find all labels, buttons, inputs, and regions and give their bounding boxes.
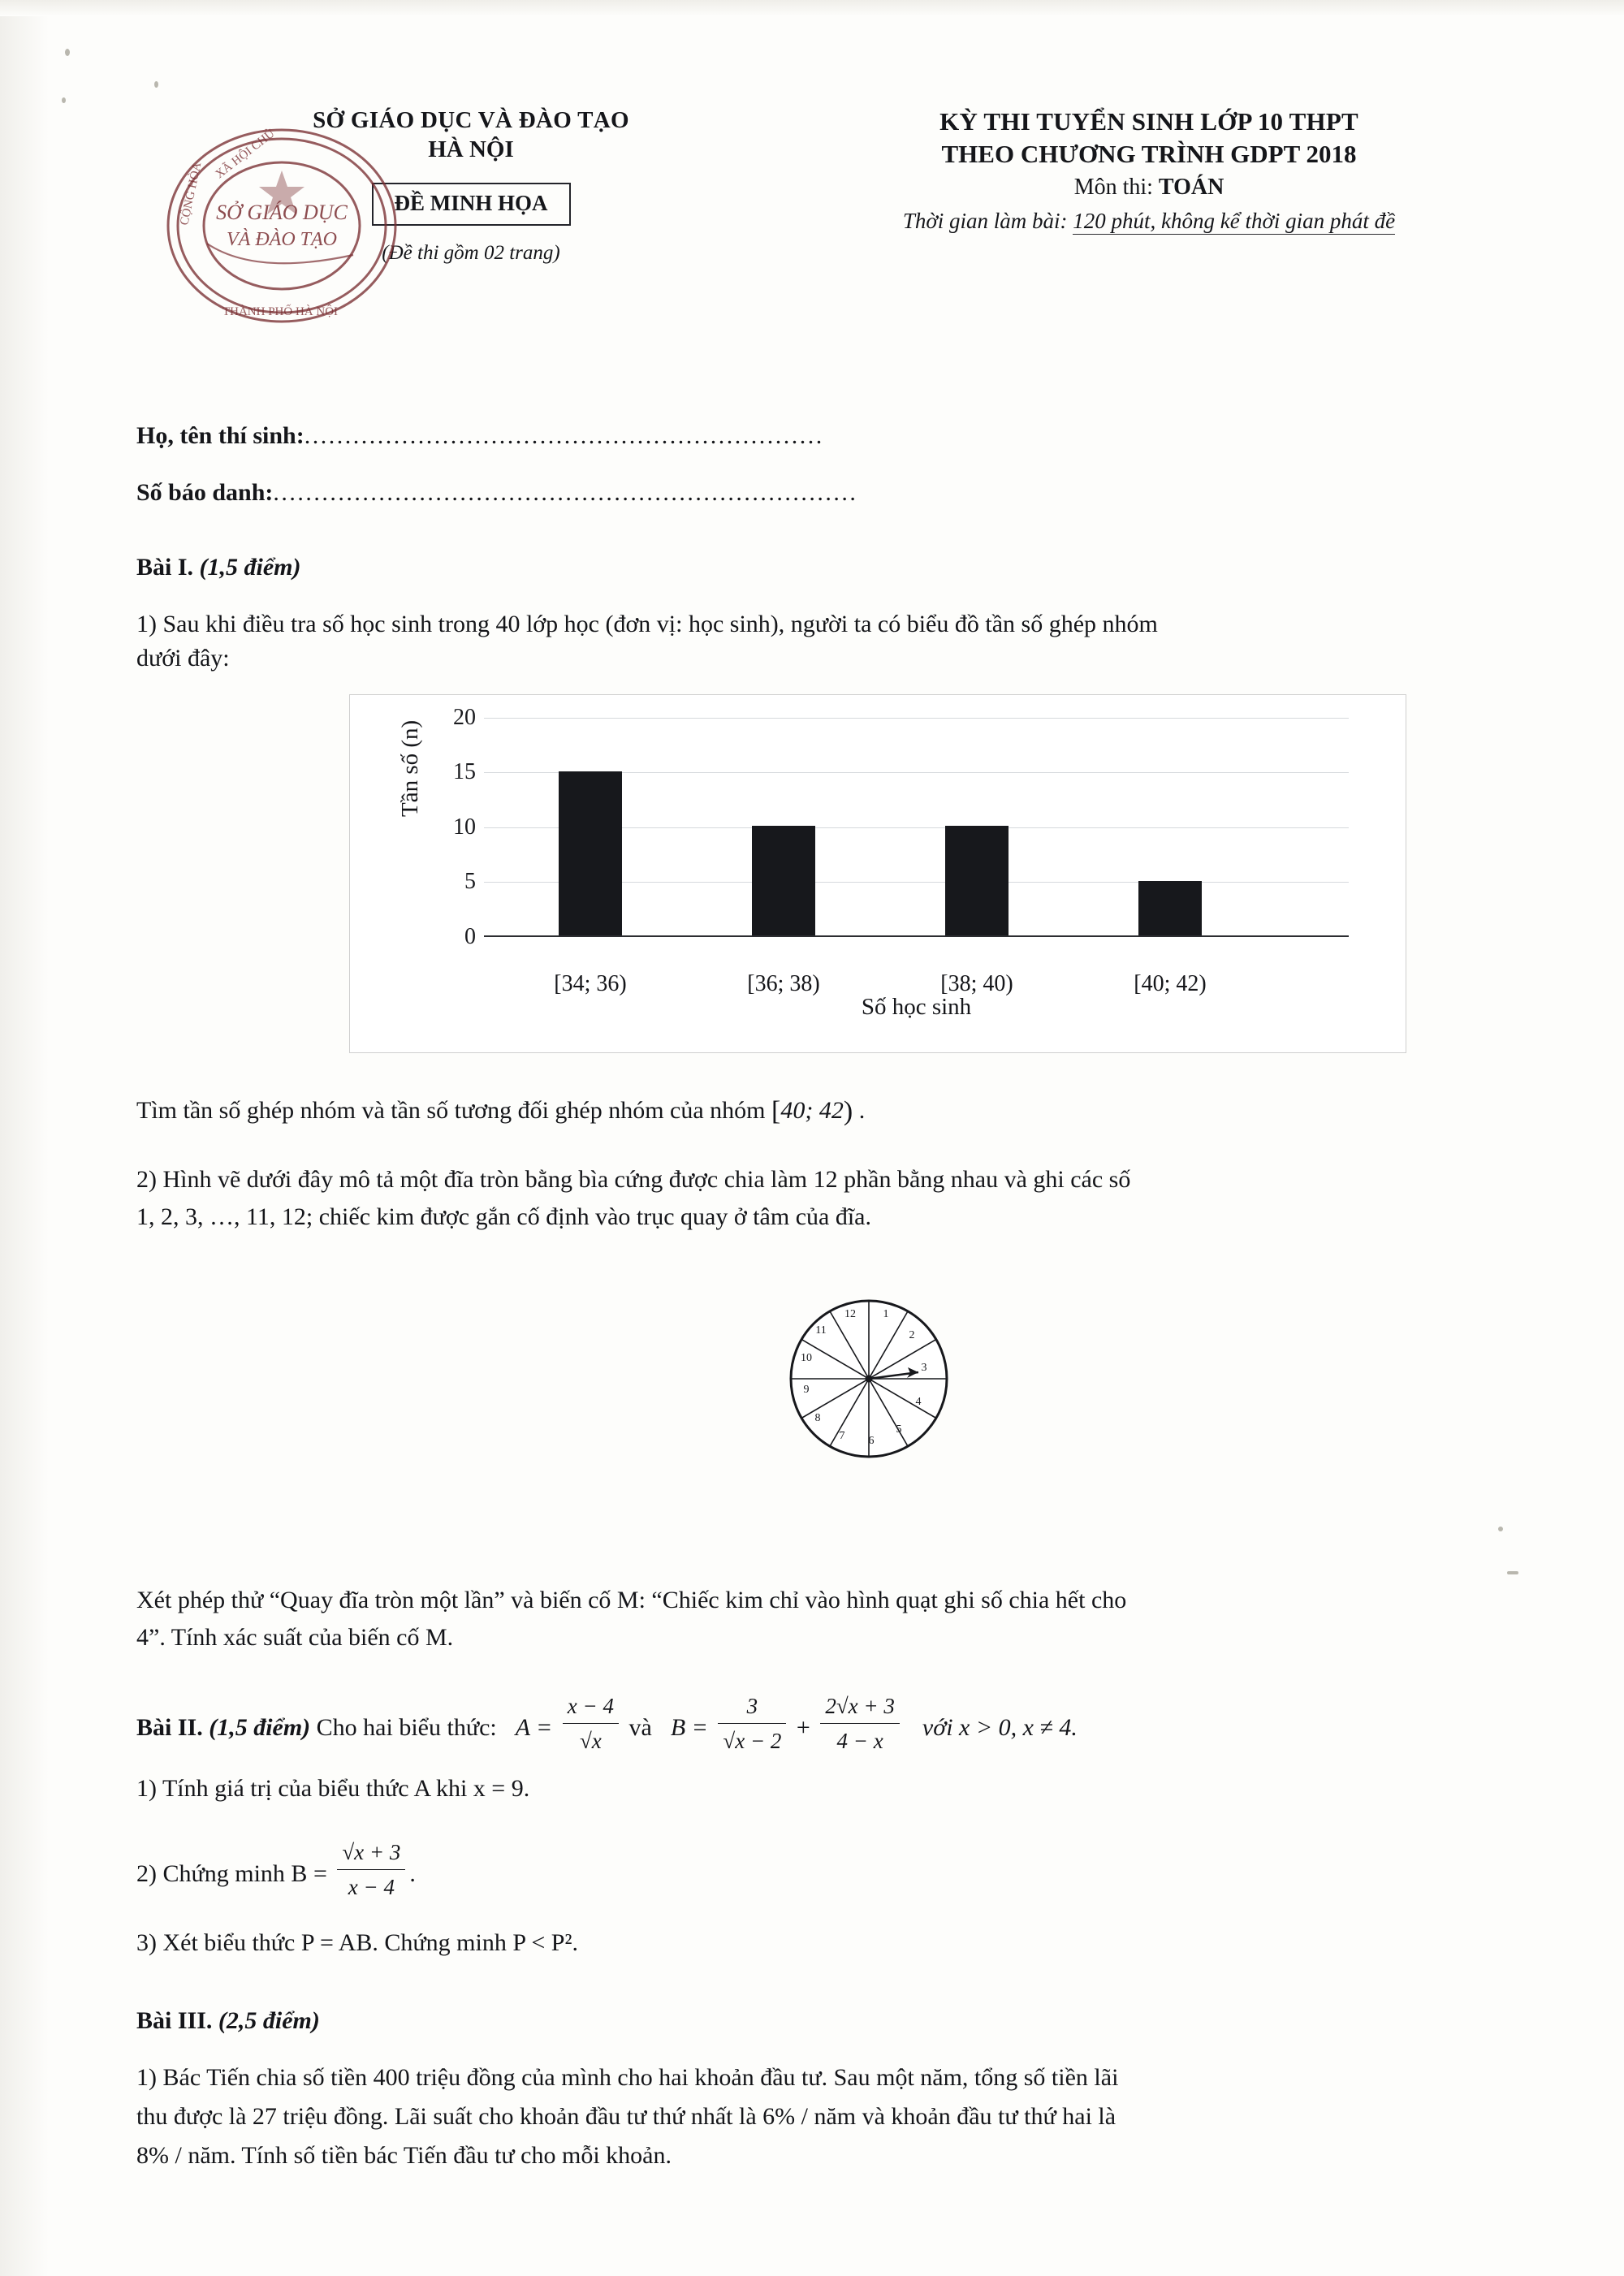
svg-text:7: 7 (839, 1430, 845, 1442)
expr-b-result-numerator: √x + 3 (342, 1840, 401, 1864)
problem-3-item-1-line-1: 1) Bác Tiến chia số tiền 400 triệu đồng của mình cho hai khoản đầu tư. Sau một năm, tổng số tiền lãi (136, 2064, 1119, 2091)
chart-y-tick: 0 (464, 924, 476, 949)
svg-text:1: 1 (883, 1308, 889, 1320)
expr-b-fraction-1 (718, 1691, 786, 1757)
expr-a-numerator: x − 4 (567, 1694, 614, 1718)
expr-b1-numerator: 3 (746, 1694, 758, 1718)
svg-text:CỘNG HÒA: CỘNG HÒA (178, 161, 205, 227)
svg-text:2: 2 (909, 1329, 915, 1341)
problem-2-points: (1,5 điểm) (209, 1713, 311, 1741)
expr-b-plus: + (796, 1713, 810, 1741)
expr-a-label: A = (515, 1713, 553, 1741)
candidate-name-dots: ................................................................ (304, 422, 824, 449)
problem-3-title: Bài III. (136, 2007, 213, 2034)
chart-bar (1138, 881, 1202, 935)
header-left-block (211, 106, 731, 265)
problem-1-item-2-line-2: 1, 2, 3, …, 11, 12; chiếc kim được gắn cố định vào trục quay ở tâm của đĩa. (136, 1203, 871, 1230)
chart-x-axis (484, 935, 1349, 937)
svg-text:5: 5 (896, 1423, 902, 1436)
expr-a-fraction (563, 1691, 619, 1757)
chart-x-axis-label: Số học sinh (861, 994, 972, 1020)
chart-bar (752, 826, 815, 935)
spinner-wheel-figure (775, 1283, 962, 1478)
chart-y-tick: 10 (453, 814, 476, 840)
chart-y-tick: 20 (453, 705, 476, 730)
svg-text:4: 4 (915, 1396, 922, 1408)
document-header (122, 106, 1535, 365)
expr-b2-numerator: 2√x + 3 (825, 1694, 895, 1718)
time-value: 120 phút, không kể thời gian phát đề (1073, 209, 1396, 234)
candidate-id-line (136, 479, 857, 507)
problem-1-item-1-line-1: 1) Sau khi điều tra số học sinh trong 40 lớp học (đơn vị: học sinh), người ta có biểu đồ tần số ghép nhóm (136, 611, 1158, 637)
expr-b-fraction-2 (820, 1691, 900, 1757)
problem-2-title: Bài II. (136, 1713, 203, 1741)
expr-conjunction: và (628, 1713, 652, 1741)
expr-a-denominator: √x (563, 1723, 619, 1756)
candidate-id-label: Số báo danh: (136, 479, 274, 506)
problem-1-item-1-line-2: dưới đây: (136, 645, 230, 672)
svg-text:8: 8 (814, 1412, 821, 1424)
scan-edge-top (0, 0, 1624, 16)
exam-title-line-2: THEO CHƯƠNG TRÌNH GDPT 2018 (941, 139, 1357, 168)
candidate-id-dots: ........................................................................ (273, 479, 858, 506)
svg-text:11: 11 (815, 1324, 827, 1337)
scan-edge-left (0, 0, 49, 2276)
problem-3-heading (136, 2004, 320, 2039)
problem-1-points: (1,5 điểm) (199, 554, 301, 581)
expr-b-result-fraction (337, 1837, 405, 1903)
scan-speck (62, 97, 66, 103)
expr-b2-denominator: 4 − x (820, 1723, 900, 1756)
subject-value: TOÁN (1158, 175, 1224, 201)
subject-line (763, 175, 1535, 201)
exam-title-line-1: KỲ THI TUYỂN SINH LỚP 10 THPT (939, 107, 1358, 136)
subject-label: Môn thi: (1073, 175, 1159, 201)
problem-2-item-2: 2) Chứng minh B = $\frac{√x + 3}{x - 4}$ . (136, 1837, 416, 1903)
problem-3-item-1-line-2: thu được là 27 triệu đồng. Lãi suất cho khoản đầu tư thứ nhất là 6% / năm và khoản đầu tư thứ hai là (136, 2103, 1116, 2130)
svg-text:10: 10 (801, 1352, 812, 1364)
chart-y-tick: 5 (464, 869, 476, 894)
candidate-name-line (136, 422, 824, 450)
department-line-2: HÀ NỘI (428, 136, 514, 163)
scan-speck (154, 81, 158, 88)
svg-text:THÀNH PHỐ HÀ NỘI: THÀNH PHỐ HÀ NỘI (222, 305, 339, 318)
chart-x-tick: [34; 36) (554, 971, 627, 996)
time-line (763, 209, 1535, 234)
scan-speck (1498, 1527, 1503, 1531)
scan-speck (65, 49, 70, 56)
problem-1-item-1-question: Tìm tần số ghép nhóm và tần số tương đối ghép nhóm của nhóm [40; 42) . (136, 1096, 866, 1126)
problem-1-heading (136, 551, 301, 585)
expr-b-label: B = (670, 1713, 708, 1741)
problem-3-item-1-line-3: 8% / năm. Tính số tiền bác Tiến đầu tư cho mỗi khoản. (136, 2142, 672, 2169)
svg-text:3: 3 (921, 1362, 927, 1374)
problem-2-item-2-text: 2) Chứng minh B = (136, 1859, 327, 1887)
chart-gridline (484, 718, 1349, 719)
problem-2-heading-line (136, 1691, 1078, 1757)
svg-text:XÃ HỘI CHỦ: XÃ HỘI CHỦ (213, 127, 278, 182)
expr-condition: với x > 0, x ≠ 4. (922, 1713, 1078, 1741)
problem-1-item-2-question-line-1: Xét phép thử “Quay đĩa tròn một lần” và biến cố M: “Chiếc kim chỉ vào hình quạt ghi số chia hết cho (136, 1587, 1127, 1613)
svg-text:12: 12 (844, 1308, 856, 1320)
svg-text:9: 9 (803, 1384, 810, 1396)
expr-b-result-denominator: x − 4 (337, 1869, 405, 1902)
candidate-name-label: Họ, tên thí sinh: (136, 422, 304, 449)
chart-y-axis-label: Tần số (n) (397, 719, 423, 817)
chart-bar (559, 771, 622, 935)
chart-y-tick: 15 (453, 759, 476, 784)
chart-x-tick: [38; 40) (940, 971, 1013, 996)
problem-2-item-3: 3) Xét biểu thức P = AB. Chứng minh P < P². (136, 1929, 578, 1956)
chart-bar (945, 826, 1009, 935)
chart-x-tick: [40; 42) (1134, 971, 1207, 996)
problem-2-lead: Cho hai biểu thức: (316, 1713, 497, 1741)
problem-3-points: (2,5 điểm) (218, 2007, 320, 2034)
chart-x-tick: [36; 38) (747, 971, 820, 996)
problem-1-item-2-question-line-2: 4”. Tính xác suất của biến cố M. (136, 1624, 454, 1651)
chart-plot-area (453, 705, 1349, 996)
problem-1-title: Bài I. (136, 554, 194, 581)
time-prefix: Thời gian làm bài: (902, 209, 1073, 234)
pages-note: (Đề thi gồm 02 trang) (382, 241, 560, 264)
problem-1-item-2-line-1: 2) Hình vẽ dưới đây mô tả một đĩa tròn bằng bìa cứng được chia làm 12 phần bằng nhau và ghi các số (136, 1166, 1131, 1193)
problem-2-item-1: 1) Tính giá trị của biểu thức A khi x = 9. (136, 1775, 530, 1802)
department-line-1: SỞ GIÁO DỤC VÀ ĐÀO TẠO (313, 107, 629, 133)
exam-type-box: ĐỀ MINH HỌA (372, 183, 571, 226)
svg-text:VÀ ĐÀO TẠO: VÀ ĐÀO TẠO (227, 229, 337, 250)
svg-text:SỞ GIÁO DỤC: SỞ GIÁO DỤC (216, 201, 348, 224)
frequency-bar-chart (349, 694, 1406, 1053)
svg-text:6: 6 (868, 1435, 875, 1447)
header-right-block (763, 106, 1535, 234)
expr-b1-denominator: √x − 2 (718, 1723, 786, 1756)
scan-speck (1507, 1571, 1518, 1574)
